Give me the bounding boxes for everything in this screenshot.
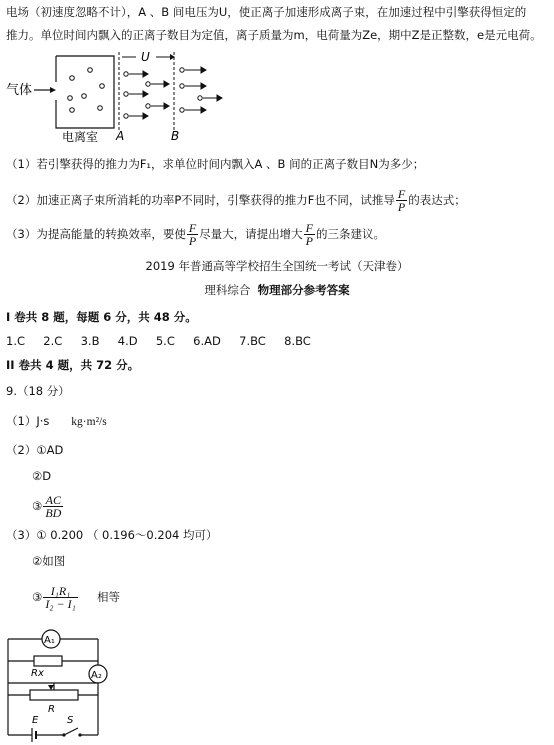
circuit-diagram: [4, 625, 124, 743]
ion-arrows: [124, 67, 222, 119]
answer-subtitle: 理科综合 物理部分参考答案: [204, 283, 350, 297]
q9-part-2-2: ②D: [32, 469, 52, 483]
question-3: （3）为提高能量的转换效率，要使 $\frac{F}{P}$ 尽量大，请提出增大 $\frac{F}{P}$ 的三条建议。: [6, 221, 386, 248]
plate-a-label: A: [116, 129, 125, 143]
problem-line-2: 推力。单位时间内飘入的正离子数目为定值，离子质量为m，电荷量为Ze，期中Z是正整数，e是元电荷。: [6, 28, 542, 42]
fraction-f-over-p: $\frac{F}{P}$: [397, 187, 406, 214]
chamber-label: 电离室: [62, 130, 99, 143]
ion-engine-figure: [4, 48, 234, 143]
q9-part-3-3: ③ $\frac{\text{I₁R₁}}{\text{I₂ − I₁}}$ 相等: [32, 584, 121, 611]
section-1-header: I 卷共 8 题，每题 6 分，共 48 分。: [6, 310, 197, 324]
switch-s-label: S: [67, 715, 74, 726]
gas-label: 气体: [6, 83, 33, 98]
ammeter-a1-label: A₁: [44, 635, 55, 646]
rheostat-r-label: R: [48, 704, 55, 715]
resistor-rx-label: Rx: [31, 668, 44, 679]
choice-answers: 1.C 2.C 3.B 4.D 5.C 6.AD 7.BC 8.BC: [6, 334, 311, 348]
q9-part-3-2: ②如图: [32, 554, 66, 568]
q9-header: 9.（18 分）: [6, 384, 70, 398]
question-1: （1）若引擎获得的推力为F₁，求单位时间内飘入A 、B 间的正离子数目N为多少；: [6, 157, 425, 171]
q9-part-3-1: （3）① 0.200 （ 0.196～0.204 均可）: [6, 528, 218, 542]
question-2: （2）加速正离子束所消耗的功率P不同时，引擎获得的推力F也不同，试推导 $\frac{F}{P}$ 的表达式；: [6, 187, 466, 214]
q9-part-1: （1）J·s kg·m²/s: [6, 414, 107, 428]
problem-line-1: 电场（初速度忽略不计），A 、B 间电压为U，使正离子加速形成离子束，在加速过程中引擎获得恒定的: [6, 5, 527, 19]
q9-part-2-1: （2）①AD: [6, 443, 64, 457]
plate-b-label: B: [171, 129, 180, 143]
battery-e-label: E: [32, 715, 39, 726]
answer-title: 2019 年普通高等学校招生全国统一考试（天津卷）: [145, 259, 409, 273]
section-2-header: II 卷共 4 题，共 72 分。: [6, 358, 140, 372]
voltage-label: U: [141, 50, 150, 64]
q9-part-2-3: ③ $\frac{AC}{BD}$: [32, 493, 62, 520]
ammeter-a2-label: A₂: [91, 670, 102, 681]
